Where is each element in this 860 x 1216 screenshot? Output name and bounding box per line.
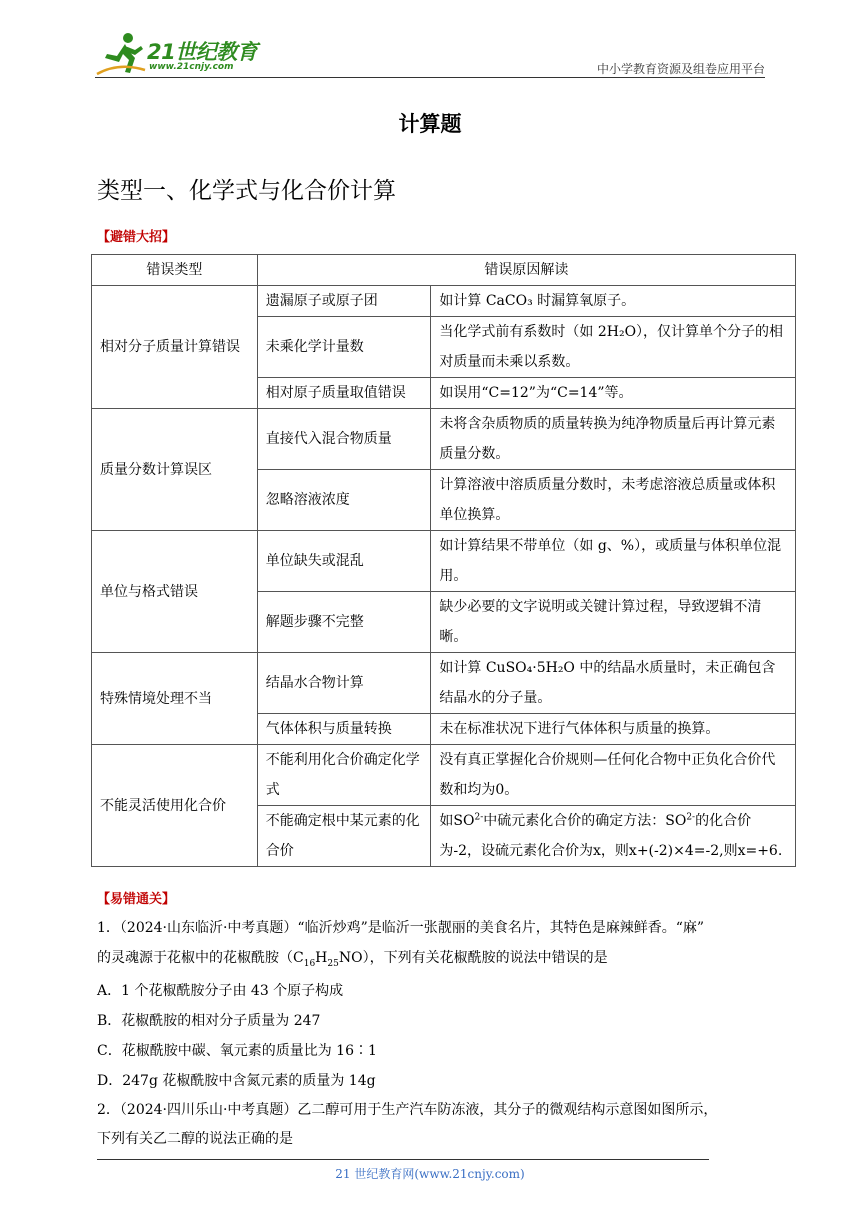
tips-tag: 【避错大招】: [97, 230, 176, 245]
table-row: [92, 286, 796, 317]
category-cell: 单位与格式错误: [92, 531, 258, 653]
col-header-reason: 错误原因解读: [257, 255, 795, 286]
option-b: B．花椒酰胺的相对分子质量为 247: [97, 1013, 321, 1029]
item-cell: 直接代入混合物质量: [257, 409, 431, 470]
subscript: 16: [303, 958, 316, 969]
desc-part: 的化合价为-2，设硫元素化合价为x，则x+(-2)×4=-2,则x=+6.: [439, 813, 783, 859]
option-c: C．花椒酰胺中碳、氧元素的质量比为 16∶1: [97, 1043, 377, 1059]
category-cell: 不能灵活使用化合价: [92, 745, 258, 867]
footer-text: 21 世纪教育网(www.21cnjy.com): [335, 1167, 525, 1181]
page-header: [95, 32, 765, 80]
question-1-line-2: [97, 947, 608, 967]
q-text: 的灵魂源于花椒中的花椒酰胺（C: [97, 950, 304, 966]
table-row: [92, 745, 796, 806]
superscript: 2-: [474, 812, 484, 823]
item-cell: 相对原子质量取值错误: [257, 378, 431, 409]
platform-name: 中小学教育资源及组卷应用平台: [596, 62, 765, 76]
option-a: A．1 个花椒酰胺分子由 43 个原子构成: [97, 983, 344, 999]
desc-cell: 如计算 CuSO₄·5H₂O 中的结晶水质量时，未正确包含结晶水的分子量。: [431, 653, 796, 714]
question-1-line-1: 1．（2024·山东临沂·中考真题）“临沂炒鸡”是临沂一张靓丽的美食名片，其特色是麻辣鲜香。“麻”: [97, 920, 705, 936]
superscript: 2-: [686, 812, 696, 823]
logo-url: www.21cnjy.com: [149, 62, 234, 72]
table-row: [92, 653, 796, 714]
item-cell: 结晶水合物计算: [257, 653, 431, 714]
logo: [95, 32, 265, 78]
q-text: H: [315, 950, 328, 966]
item-cell: 气体体积与质量转换: [257, 714, 431, 745]
item-cell: 单位缺失或混乱: [257, 531, 431, 592]
q-text: NO），下列有关花椒酰胺的说法中错误的是: [338, 950, 608, 966]
desc-cell: 缺少必要的文字说明或关键计算过程，导致逻辑不清晰。: [431, 592, 796, 653]
col-header-type: 错误类型: [92, 255, 258, 286]
header-divider: [95, 77, 765, 78]
table-header-row: [92, 255, 796, 286]
category-cell: 特殊情境处理不当: [92, 653, 258, 745]
table-row: [92, 531, 796, 592]
desc-part: 中硫元素化合价的确定方法：SO: [483, 813, 687, 829]
logo-text: 21世纪教育: [147, 40, 258, 64]
desc-cell: 当化学式前有系数时（如 2H₂O），仅计算单个分子的相对质量而未乘以系数。: [431, 317, 796, 378]
practice-tag: 【易错通关】: [97, 892, 176, 907]
item-cell: 忽略溶液浓度: [257, 470, 431, 531]
desc-cell: 未在标准状况下进行气体体积与质量的换算。: [431, 714, 796, 745]
section-title: 类型一、化学式与化合价计算: [97, 178, 396, 204]
desc-cell: 没有真正掌握化合价规则—任何化合物中正负化合价代数和均为0。: [431, 745, 796, 806]
desc-cell: 如误用“C=12”为“C=14”等。: [431, 378, 796, 409]
item-cell: 未乘化学计量数: [257, 317, 431, 378]
desc-part: 如SO: [439, 813, 475, 829]
option-d: D．247g 花椒酰胺中含氮元素的质量为 14g: [97, 1073, 376, 1089]
desc-cell: 如计算 CaCO₃ 时漏算氧原子。: [431, 286, 796, 317]
page-title: 计算题: [398, 112, 462, 136]
desc-cell: [431, 806, 796, 867]
desc-cell: 未将含杂质物质的质量转换为纯净物质量后再计算元素质量分数。: [431, 409, 796, 470]
desc-cell: 如计算结果不带单位（如 g、%），或质量与体积单位混用。: [431, 531, 796, 592]
item-cell: 遗漏原子或原子团: [257, 286, 431, 317]
error-table: [91, 254, 796, 867]
item-cell: 不能确定根中某元素的化合价: [257, 806, 431, 867]
item-cell: 解题步骤不完整: [257, 592, 431, 653]
runner-logo-icon: [95, 32, 147, 76]
category-cell: 质量分数计算误区: [92, 409, 258, 531]
subscript: 25: [327, 958, 339, 969]
question-2-line-1: 2．（2024·四川乐山·中考真题）乙二醇可用于生产汽车防冻液，其分子的微观结构示意图如图所示，: [97, 1102, 718, 1118]
item-cell: 不能利用化合价确定化学式: [257, 745, 431, 806]
category-cell: 相对分子质量计算错误: [92, 286, 258, 409]
table-row: [92, 409, 796, 470]
question-2-line-2: 下列有关乙二醇的说法正确的是: [97, 1131, 293, 1147]
desc-cell: 计算溶液中溶质质量分数时，未考虑溶液总质量或体积单位换算。: [431, 470, 796, 531]
footer-divider: [97, 1159, 709, 1160]
